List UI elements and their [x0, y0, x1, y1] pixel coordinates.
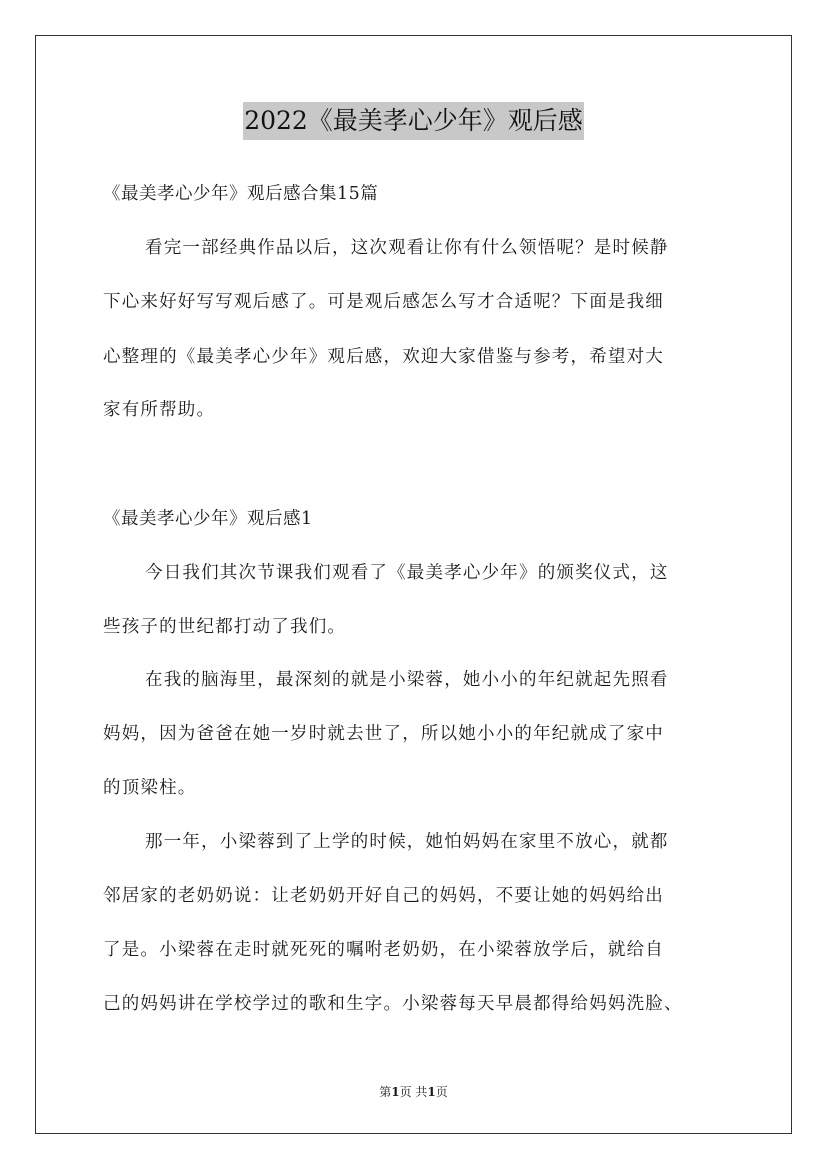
paragraph2-line-1: 在我的脑海里，最深刻的就是小梁蓉，她小小的年纪就起先照看: [145, 670, 669, 690]
page-suffix: 页: [435, 1085, 448, 1099]
paragraph1-line-2: 些孩子的世纪都打动了我们。: [103, 617, 347, 637]
page-mid: 页 共: [399, 1085, 428, 1099]
paragraph1-line-1: 今日我们其次节课我们观看了《最美孝心少年》的颁奖仪式，这: [145, 563, 669, 583]
paragraph3-line-1: 那一年，小梁蓉到了上学的时候，她怕妈妈在家里不放心，就都: [145, 832, 669, 852]
intro-line-3: 心整理的《最美孝心少年》观后感，欢迎大家借鉴与参考，希望对大: [103, 347, 664, 367]
intro-line-1: 看完一部经典作品以后，这次观看让你有什么领悟呢？是时候静: [145, 238, 669, 258]
intro-line-2: 下心来好好写写观后感了。可是观后感怎么写才合适呢？下面是我细: [103, 292, 664, 312]
page-prefix: 第: [379, 1085, 392, 1099]
section-heading: 《最美孝心少年》观后感1: [103, 509, 313, 529]
paragraph3-line-2: 邻居家的老奶奶说：让老奶奶开好自己的妈妈，不要让她的妈妈给出: [103, 886, 664, 906]
document-title: 2022《最美孝心少年》观后感: [243, 102, 584, 140]
paragraph2-line-3: 的顶梁柱。: [103, 778, 197, 798]
paragraph2-line-2: 妈妈，因为爸爸在她一岁时就去世了，所以她小小的年纪就成了家中: [103, 724, 664, 744]
paragraph3-line-3: 了是。小梁蓉在走时就死死的嘱咐老奶奶，在小梁蓉放学后，就给自: [103, 940, 664, 960]
paragraph3-line-4: 己的妈妈讲在学校学过的歌和生字。小梁蓉每天早晨都得给妈妈洗脸、: [103, 994, 683, 1014]
document-subtitle: 《最美孝心少年》观后感合集15篇: [103, 184, 379, 204]
intro-line-4: 家有所帮助。: [103, 400, 216, 420]
page-current: 1: [391, 1085, 400, 1099]
document-title-wrapper: [0, 102, 827, 140]
page-total: 1: [427, 1085, 436, 1099]
page-footer: [0, 1084, 827, 1100]
